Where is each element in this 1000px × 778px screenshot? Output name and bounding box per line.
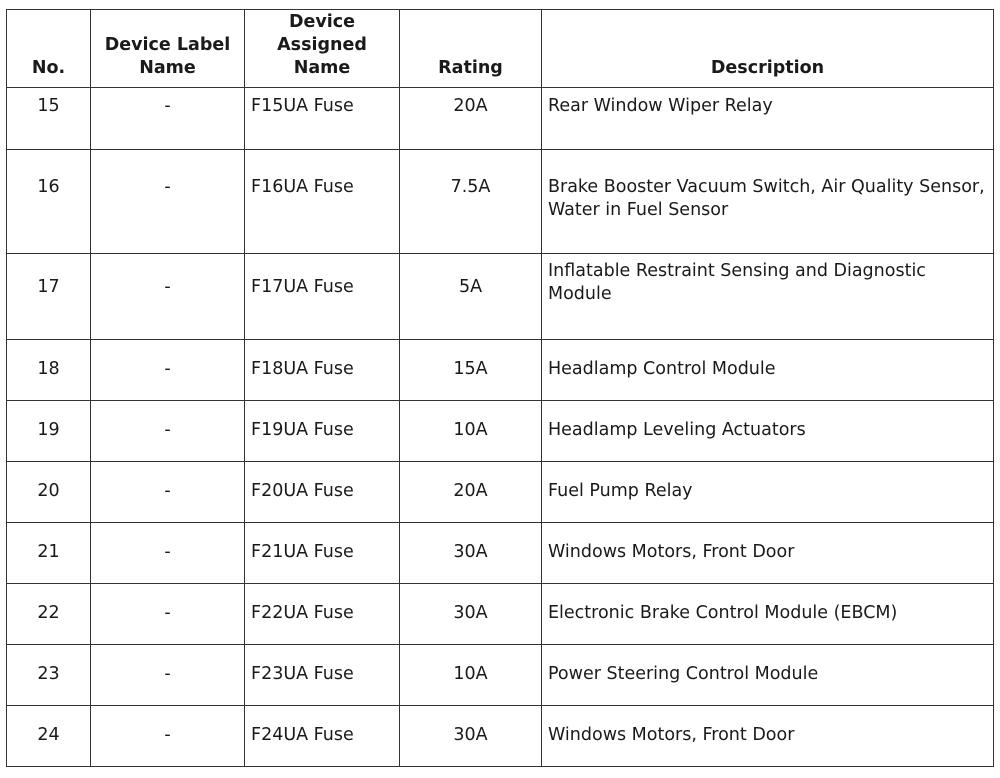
cell-rating: 10A: [400, 401, 542, 462]
table-row: [7, 462, 994, 523]
cell-rating: 7.5A: [400, 150, 542, 254]
cell-no: 17: [7, 254, 91, 340]
cell-description: Power Steering Control Module: [542, 645, 994, 706]
table-header: [7, 10, 994, 88]
header-row: [7, 10, 994, 88]
cell-rating: 20A: [400, 88, 542, 150]
table-row: [7, 401, 994, 462]
cell-rating: 10A: [400, 645, 542, 706]
table-row: [7, 150, 994, 254]
table-row: [7, 254, 994, 340]
cell-label: -: [91, 462, 245, 523]
cell-description: Windows Motors, Front Door: [542, 706, 994, 767]
table-body: [7, 88, 994, 767]
header-rating: Rating: [400, 10, 542, 88]
cell-label: -: [91, 401, 245, 462]
cell-assigned: F22UA Fuse: [245, 584, 400, 645]
table-row: [7, 88, 994, 150]
cell-rating: 20A: [400, 462, 542, 523]
cell-rating: 5A: [400, 254, 542, 340]
table-row: [7, 584, 994, 645]
cell-description: Electronic Brake Control Module (EBCM): [542, 584, 994, 645]
cell-assigned: F21UA Fuse: [245, 523, 400, 584]
table-row: [7, 706, 994, 767]
cell-label: -: [91, 706, 245, 767]
cell-label: -: [91, 584, 245, 645]
cell-no: 15: [7, 88, 91, 150]
cell-no: 22: [7, 584, 91, 645]
cell-description: Inflatable Restraint Sensing and Diagnostic Module: [542, 254, 994, 340]
cell-label: -: [91, 88, 245, 150]
cell-description: Fuel Pump Relay: [542, 462, 994, 523]
cell-rating: 30A: [400, 523, 542, 584]
table-row: [7, 523, 994, 584]
cell-label: -: [91, 340, 245, 401]
cell-assigned: F19UA Fuse: [245, 401, 400, 462]
cell-label: -: [91, 523, 245, 584]
cell-assigned: F24UA Fuse: [245, 706, 400, 767]
header-description: Description: [542, 10, 994, 88]
cell-label: -: [91, 150, 245, 254]
cell-rating: 15A: [400, 340, 542, 401]
cell-assigned: F23UA Fuse: [245, 645, 400, 706]
cell-no: 24: [7, 706, 91, 767]
cell-assigned: F15UA Fuse: [245, 88, 400, 150]
cell-assigned: F20UA Fuse: [245, 462, 400, 523]
cell-no: 20: [7, 462, 91, 523]
cell-rating: 30A: [400, 706, 542, 767]
cell-assigned: F18UA Fuse: [245, 340, 400, 401]
cell-description: Rear Window Wiper Relay: [542, 88, 994, 150]
cell-assigned: F17UA Fuse: [245, 254, 400, 340]
cell-no: 23: [7, 645, 91, 706]
cell-no: 21: [7, 523, 91, 584]
header-device-label-name: Device Label Name: [91, 10, 245, 88]
cell-label: -: [91, 645, 245, 706]
cell-description: Brake Booster Vacuum Switch, Air Quality Sensor, Water in Fuel Sensor: [542, 150, 994, 254]
cell-label: -: [91, 254, 245, 340]
table-row: [7, 645, 994, 706]
cell-no: 16: [7, 150, 91, 254]
cell-no: 19: [7, 401, 91, 462]
cell-no: 18: [7, 340, 91, 401]
header-no: No.: [7, 10, 91, 88]
cell-description: Headlamp Leveling Actuators: [542, 401, 994, 462]
cell-description: Windows Motors, Front Door: [542, 523, 994, 584]
cell-rating: 30A: [400, 584, 542, 645]
table-row: [7, 340, 994, 401]
cell-assigned: F16UA Fuse: [245, 150, 400, 254]
fuse-table: [6, 9, 994, 767]
header-device-assigned-name: Device Assigned Name: [245, 10, 400, 88]
cell-description: Headlamp Control Module: [542, 340, 994, 401]
